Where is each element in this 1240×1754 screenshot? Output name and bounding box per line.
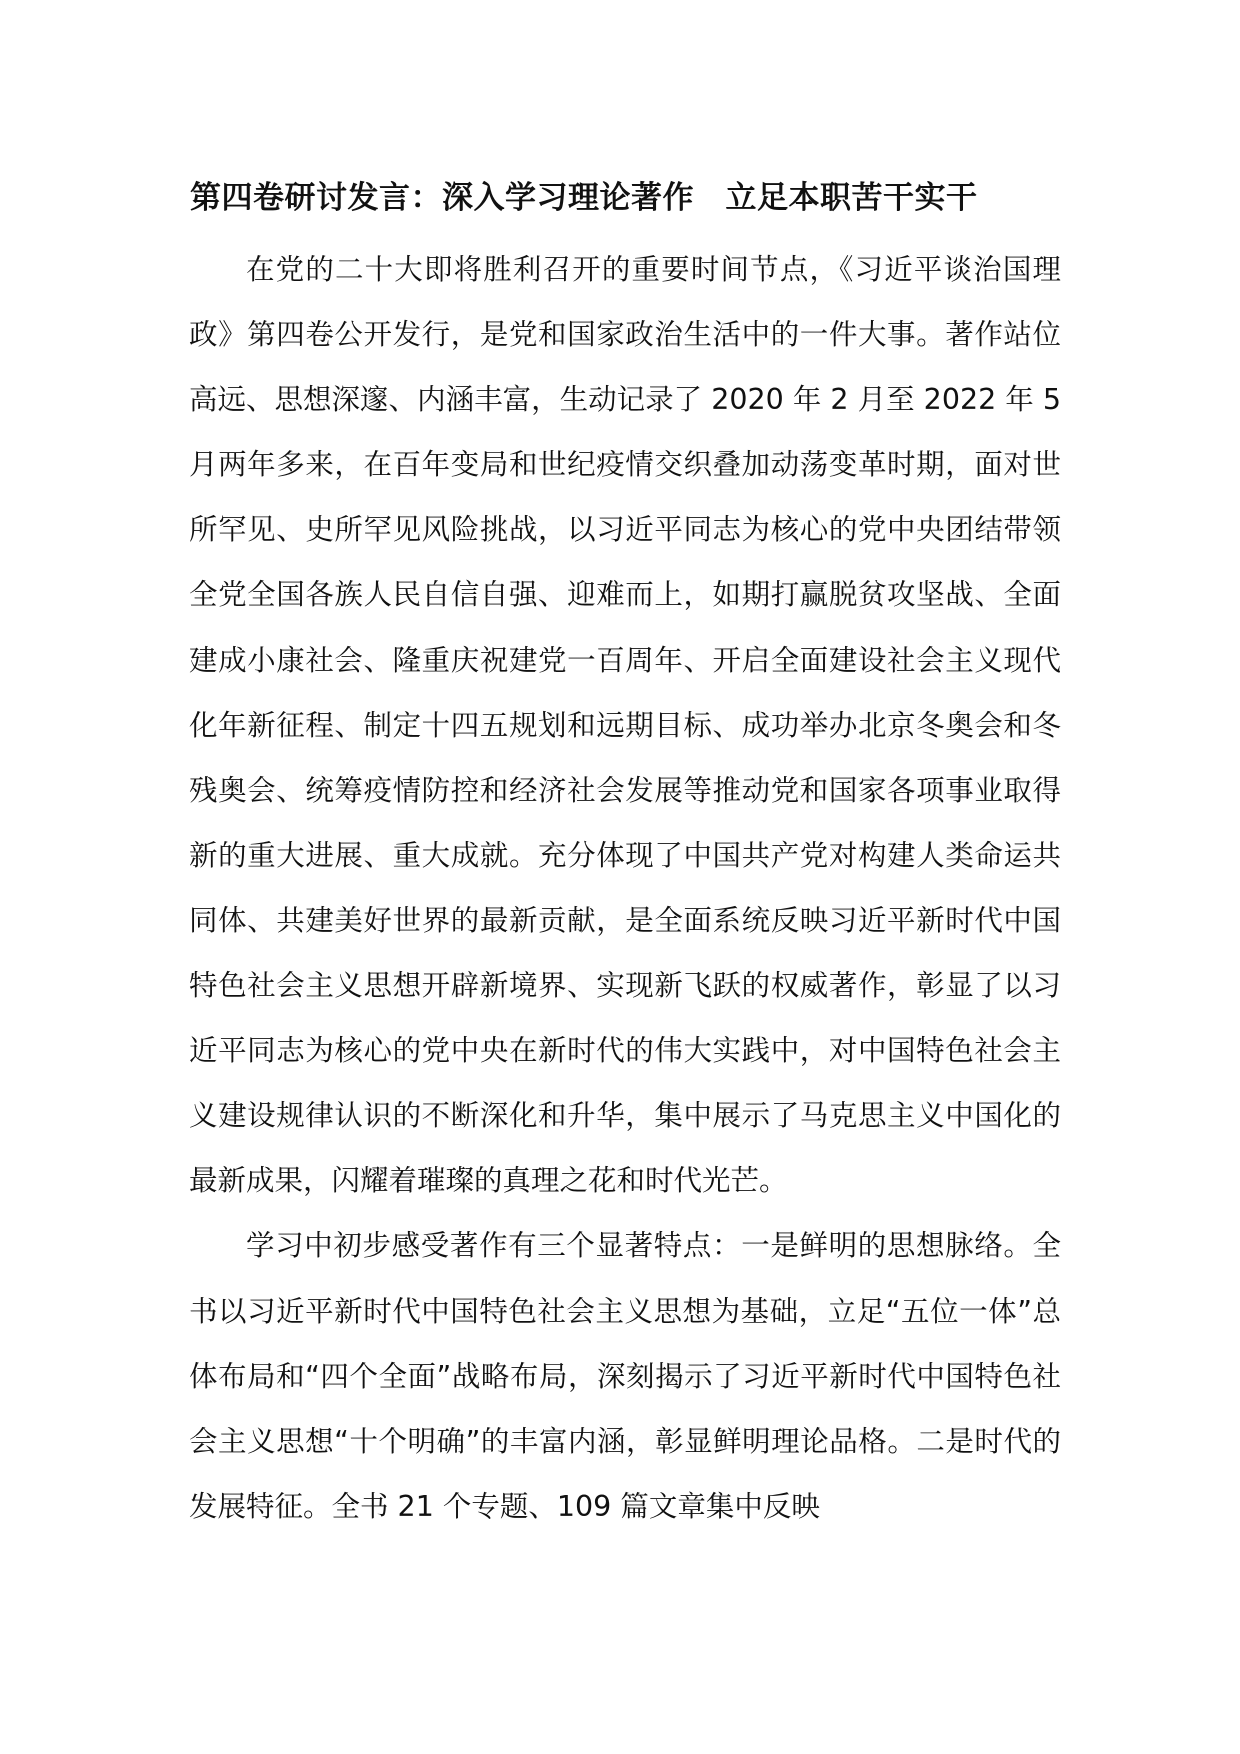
document-body bbox=[189, 237, 1061, 1539]
paragraph-1: 在党的二十大即将胜利召开的重要时间节点，《习近平谈治国理政》第四卷公开发行，是党和国家政治生活中的一件大事。著作站位高远、思想深邃、内涵丰富，生动记录了 2020 年 2 月至 2022 年 5 月两年多来，在百年变局和世纪疫情交织叠加动荡变革时期，面对世所罕见、史所罕见风险挑战，以习近平同志为核心的党中央团结带领全党全国各族人民自信自强、迎难而上，如期打赢脱贫攻坚战、全面建成小康社会、隆重庆祝建党一百周年、开启全面建设社会主义现代化年新征程、制定十四五规划和远期目标、成功举办北京冬奥会和冬残奥会、统筹疫情防控和经济社会发展等推动党和国家各项事业取得新的重大进展、重大成就。充分体现了中国共产党对构建人类命运共同体、共建美好世界的最新贡献，是全面系统反映习近平新时代中国特色社会主义思想开辟新境界、实现新飞跃的权威著作，彰显了以习近平同志为核心的党中央在新时代的伟大实践中，对中国特色社会主义建设规律认识的不断深化和升华，集中展示了马克思主义中国化的最新成果，闪耀着璀璨的真理之花和时代光芒。 bbox=[189, 253, 1061, 1198]
paragraph-2: 学习中初步感受著作有三个显著特点：一是鲜明的思想脉络。全书以习近平新时代中国特色社会主义思想为基础，立足“五位一体”总体布局和“四个全面”战略布局，深刻揭示了习近平新时代中国特色社会主义思想“十个明确”的丰富内涵，彰显鲜明理论品格。二是时代的发展特征。全书 21 个专题、109 篇文章集中反映 bbox=[189, 1229, 1061, 1523]
document-title: 第四卷研讨发言：深入学习理论著作 立足本职苦干实干 bbox=[190, 180, 978, 216]
